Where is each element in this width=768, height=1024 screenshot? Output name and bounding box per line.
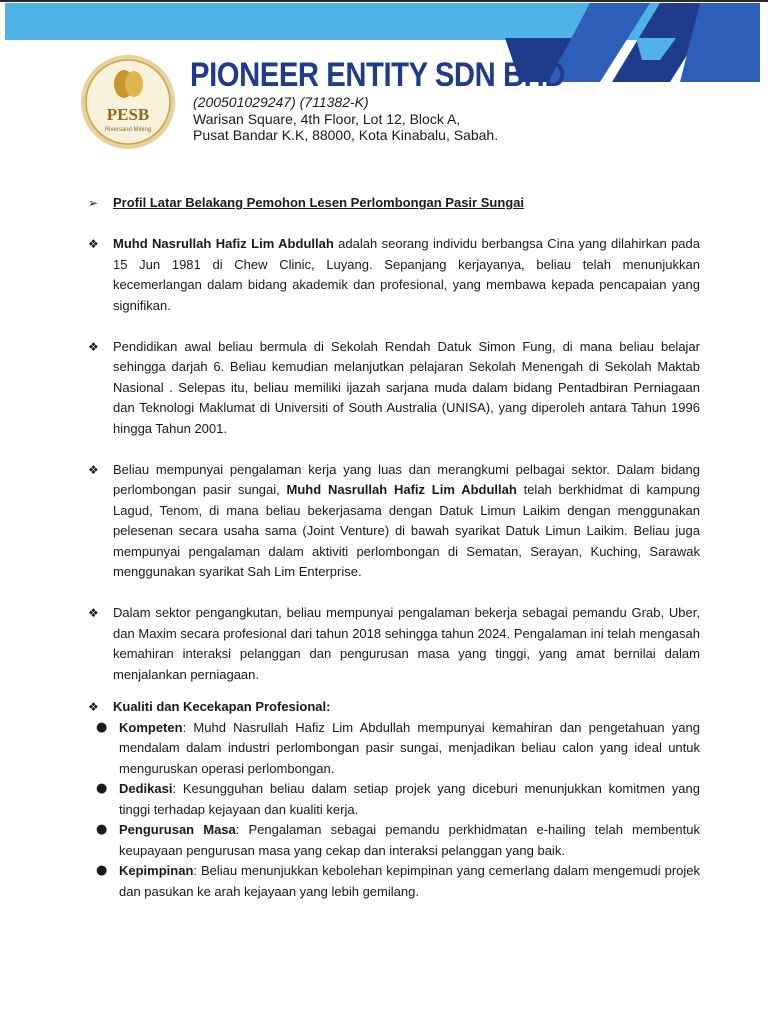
logo-emblem-right: [125, 71, 143, 97]
quality-term: Kompeten: [119, 719, 183, 735]
quality-term: Kepimpinan: [119, 863, 194, 878]
arrow-bullet-icon: ➢: [88, 196, 99, 210]
dot-bullet-icon: ●: [96, 781, 108, 796]
quality-text: : Muhd Nasrullah Hafiz Lim Abdullah mempunyai kemahiran dan pengetahuan yang mendalam dalam industri perlombongan pasir sungai, menjadikan beliau calon yang ideal untuk menguruskan operasi perlombongan.: [119, 719, 700, 776]
quality-item: [88, 820, 700, 861]
paragraph-transport-text: Dalam sektor pengangkutan, beliau mempunyai pengalaman bekerja sebagai pemandu Grab, Uber, dan Maxim secara profesional dari tahun 2018 sehingga tahun 2024. Pengalaman ini telah mengasah kemahiran interaksi pelanggan dan pengurusan masa yang tinggi, yang amat bernilai dalam menjalankan perniagaan.: [113, 605, 700, 682]
paragraph-experience-text-b: telah berkhidmat di kampung Lagud, Tenom, di mana beliau bekerjasama dengan Datuk Limun Laikim dengan menggunakan pelesenan secara usaha sama (Joint Venture) di bawah syarikat Datuk Limun Laikim. Beliau juga mempunyai pengalaman dalam aktiviti perlombongan di Sematan, Serayan, Kuching, Sarawak menggunakan syarikat Sah Lim Enterprise.: [113, 482, 700, 579]
logo-subtext: Riversand Mining: [104, 127, 152, 133]
diamond-bullet-icon: ❖: [88, 339, 99, 354]
paragraph-transport: [88, 603, 700, 685]
quality-item: [88, 718, 700, 780]
applicant-name: Muhd Nasrullah Hafiz Lim Abdullah: [113, 236, 334, 251]
dot-bullet-icon: ●: [96, 719, 108, 735]
quality-text: : Kesungguhan beliau dalam setiap projek yang diceburi menunjukkan komitmen yang tinggi terhadap kejayaan dan kualiti kerja.: [119, 781, 700, 817]
section-heading: Profil Latar Belakang Pemohon Lesen Perlombongan Pasir Sungai: [113, 195, 525, 210]
quality-term: Pengurusan Masa: [119, 822, 236, 837]
quality-text: : Beliau menunjukkan kebolehan kepimpinan yang cemerlang dalam mengemudi projek dan pasukan ke arah kejayaan yang lebih gemilang.: [119, 863, 700, 899]
applicant-name: Muhd Nasrullah Hafiz Lim Abdullah: [286, 482, 517, 497]
quality-item: [88, 861, 700, 902]
document-body: [88, 193, 700, 902]
diamond-bullet-icon: ❖: [88, 606, 99, 620]
diamond-bullet-icon: ❖: [88, 700, 99, 714]
diamond-bullet-icon: ❖: [88, 462, 99, 477]
quality-term: Dedikasi: [119, 781, 173, 796]
paragraph-intro: [88, 234, 700, 316]
company-name: PIONEER ENTITY SDN BHD: [190, 56, 566, 94]
paragraph-intro-text: adalah seorang individu berbangsa Cina yang dilahirkan pada 15 Jun 1981 di Chew Clinic, Luyang. Sepanjang kerjayanya, beliau telah menunjukkan kecemerlangan dalam bidang akademik dan profesional, yang membawa kepada pencapaian yang signifikan.: [113, 236, 700, 313]
quality-item: [88, 779, 700, 820]
quality-text: : Pengalaman sebagai pemandu perkhidmatan e-hailing telah membentuk keupayaan pengurusan masa yang cekap dan interaksi pelanggan yang baik.: [119, 822, 700, 858]
dot-bullet-icon: ●: [96, 822, 108, 837]
address-line-1: Warisan Square, 4th Floor, Lot 12, Block A,: [193, 111, 461, 127]
qualities-heading-row: [88, 697, 700, 718]
paragraph-experience-text-a: Beliau mempunyai pengalaman kerja yang luas dan merangkumi pelbagai sektor. Dalam bidang perlombongan pasir sungai,: [113, 461, 700, 497]
paragraph-education: [88, 337, 700, 440]
section-heading-row: [88, 193, 700, 214]
paragraph-experience: [88, 460, 700, 583]
qualities-heading: Kualiti dan Kecekapan Profesional:: [113, 699, 331, 714]
company-logo: [80, 54, 176, 150]
registration-number: (200501029247) (711382-K): [193, 94, 369, 110]
diamond-bullet-icon: ❖: [88, 237, 99, 251]
logo-text: PESB: [106, 105, 150, 124]
address-line-2: Pusat Bandar K.K, 88000, Kota Kinabalu, Sabah.: [193, 127, 499, 143]
dot-bullet-icon: ●: [96, 863, 108, 878]
paragraph-education-text: Pendidikan awal beliau bermula di Sekolah Rendah Datuk Simon Fung, di mana beliau belajar sehingga darjah 6. Beliau kemudian melanjutkan pelajaran Sekolah Menengah di Sekolah Maktab Nasional . Selepas itu, beliau memiliki ijazah sarjana muda dalam bidang Pentadbiran Perniagaan dan Teknologi Maklumat di Universiti of South Australia (UNISA), yang diperoleh antara Tahun 1996 hingga Tahun 2001.: [113, 338, 700, 436]
